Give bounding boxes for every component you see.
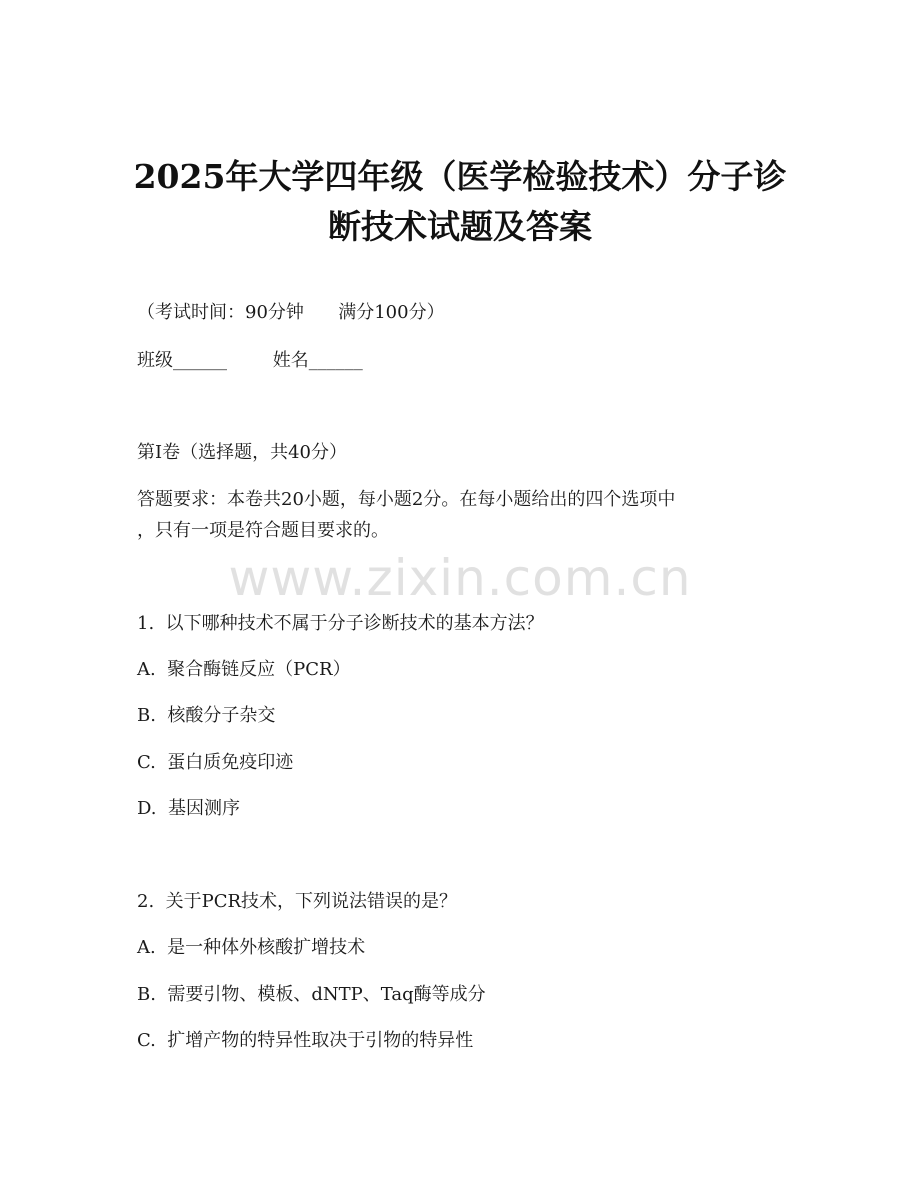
question-option: C. 扩增产物的特异性取决于引物的特异性 bbox=[137, 1030, 474, 1051]
class-name-fields: 班级______ 姓名______ bbox=[137, 350, 363, 371]
question-option: A. 聚合酶链反应（PCR） bbox=[137, 659, 351, 680]
document-title-line-2: 断技术试题及答案 bbox=[328, 207, 592, 246]
question-stem: 2. 关于PCR技术，下列说法错误的是？ bbox=[137, 891, 458, 912]
question-option: B. 核酸分子杂交 bbox=[137, 705, 276, 726]
document-title-line-1: 2025年大学四年级（医学检验技术）分子诊 bbox=[133, 157, 787, 196]
instructions-line-2: ，只有一项是符合题目要求的。 bbox=[137, 520, 389, 541]
watermark-text: www.zixin.com.cn bbox=[228, 549, 692, 607]
question-option: A. 是一种体外核酸扩增技术 bbox=[137, 937, 366, 958]
question-stem: 1. 以下哪种技术不属于分子诊断技术的基本方法？ bbox=[137, 613, 544, 634]
instructions-line-1: 答题要求：本卷共20小题，每小题2分。在每小题给出的四个选项中 bbox=[137, 489, 676, 510]
question-option: C. 蛋白质免疫印迹 bbox=[137, 752, 294, 773]
exam-info: （考试时间：90分钟 满分100分） bbox=[137, 302, 445, 323]
question-option: D. 基因测序 bbox=[137, 798, 240, 819]
question-option: B. 需要引物、模板、dNTP、Taq酶等成分 bbox=[137, 984, 486, 1005]
section-header: 第I卷（选择题，共40分） bbox=[137, 442, 348, 463]
